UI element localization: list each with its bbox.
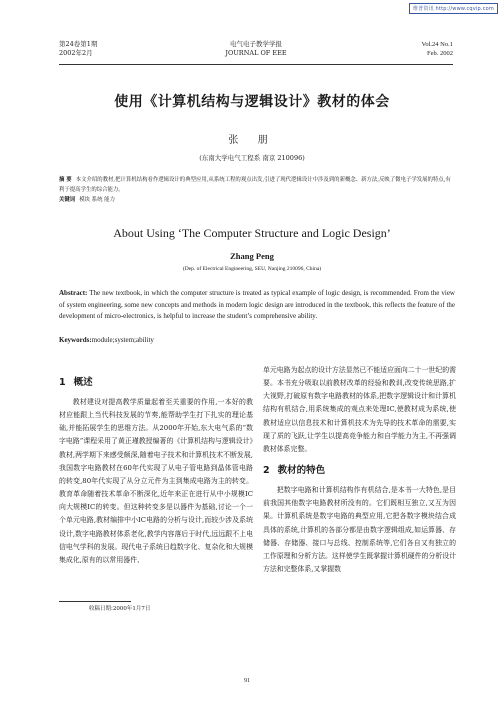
journal-header <box>59 40 453 66</box>
header-date-en: Feb. 2002 <box>427 50 453 57</box>
header-date-cn: 2002年2月 <box>59 49 93 57</box>
section-1-paragraph: 教材建设对提高教学质量起着至关重要的作用,一本好的教材应能跟上当代科技发展的节奏,能帮助学生打下扎实的理论基础,并能拓展学生的思维方法。从2000年开始,东大电气系的“数字电路”课程采用了黄正瑾教授编著的《计算机结构与逻辑设计》教材,两学期下来感受颇深,随着电子技术和计算机技术不断发展,我国数字电路教材在60年代实现了从电子管电路到晶体管电路的转变,80年代实现了从分立元件为主到集成电路为主的转变。教育革命随着技术革命不断深化,近年来正在进行从中小规模IC向大规模IC的转变。但这种转变多是以器件为基础,讨论一个一个单元电路,教材编排中小IC电路的分析与设计,而较少涉及系统设计,数字电路教材体系老化,教学内容落后于时代,远远跟不上电信电气学科的发展。现代电子系统日趋数字化、复杂化和大规模集成化,原有的以常用器件、 <box>59 398 253 564</box>
affiliation-cn: (东南大学电气工程系 南京 210096) <box>199 154 305 162</box>
right-column <box>263 364 456 576</box>
section-1-heading <box>59 374 253 392</box>
paper-title-cn: 使用《计算机结构与逻辑设计》教材的体会 <box>114 94 390 110</box>
header-journal-cn: 电气电子教学学报 <box>230 40 282 48</box>
footnote-rule <box>59 601 131 602</box>
header-journal-en: JOURNAL OF EEE <box>225 49 287 57</box>
watermark-badge: 维普资讯 http://www.cqvip.com <box>409 3 498 14</box>
left-column <box>59 368 253 567</box>
section-2-number: 2 <box>263 465 270 477</box>
section-2-paragraph: 把数字电路和计算机结构作有机结合,是本书一大特色,是目前我国其他数字电路教材所没有的。它们既相互独立,又互为因果。计算机系统是数字电路的典型应用,它把各数字模块结合成具体的系统,计算机的各部分都是由数字逻辑组成,如运算器、存储器、存储器、接口与总线、控制系统等,它们各自又有独立的工作原理和分析方法。这样使学生既掌握计算机硬件的分析设计方法和完整体系,又掌握数 <box>263 486 456 574</box>
section-1-number: 1 <box>59 377 66 388</box>
paper-title-en: About Using ‘The Computer Structure and Logic Design’ <box>113 226 391 240</box>
right-column-paragraph: 单元电路为起点的设计方法显然已不能适应面向二十一世纪的需要。本书充分吸取以前教材改革的经验和教训,改变传统思路,扩大视野,打破原有数字电路教材的体系,把数字逻辑设计和计算机结构有机结合,用系统集成的观点来处理IC,使教材成为系统,使教材适应以信息技术和计算机技术为先导的技术革命的需要,实现了质的飞跃,让学生以提高竞争能力和自学能力为主,不再强调教材体系完整。 <box>263 366 456 453</box>
header-rule <box>59 64 453 65</box>
keywords-en <box>59 336 455 344</box>
keywords-cn-text: 模块 系统 能力 <box>79 197 115 203</box>
section-2-title: 教材的特色 <box>277 465 326 477</box>
author-en: Zhang Peng <box>230 251 274 261</box>
header-volume-cn: 第24卷第1期 <box>59 40 98 48</box>
keywords-en-text: module;system;ability <box>91 336 154 344</box>
header-center <box>59 40 453 58</box>
abstract-cn-label: 摘 要 <box>59 177 72 183</box>
abstract-cn-text: 本文介绍的教材,把计算机结构看作逻辑设计的典型应用,从系统工程的观点出发,引进了现代逻辑设计中涉及到的新概念、新方法,反映了微电子学发展的特点,有利于提高学生的综合能力。 <box>59 177 451 193</box>
page-number: 91 <box>244 678 250 684</box>
section-1-title: 概述 <box>73 377 93 388</box>
header-volume-en: Vol.24 No.1 <box>421 41 453 48</box>
abstract-en <box>59 288 455 323</box>
affiliation-en: (Dep. of Electrical Engineering, SEU, Nanjing 210096, China) <box>182 266 322 272</box>
abstract-cn <box>59 175 455 205</box>
header-right <box>422 40 453 58</box>
keywords-en-label: Keywords: <box>59 336 92 344</box>
abstract-en-label: Abstract: <box>59 289 88 297</box>
keywords-cn-label: 关键词 <box>59 197 76 203</box>
author-cn: 张 朋 <box>228 135 276 146</box>
section-2-heading <box>263 462 456 480</box>
abstract-en-text: The new textbook, in which the computer structure is treated as typical example of logic design, is recommended. From the view of system engineering, some new concepts and methods in modern logic design are introduced in the textbook, this reflects the feature of the development of micro-electronics, is helpful to increase the student’s comprehensive ability. <box>59 289 455 321</box>
footnote: 收稿日期:2000年1月7日 <box>89 606 151 612</box>
